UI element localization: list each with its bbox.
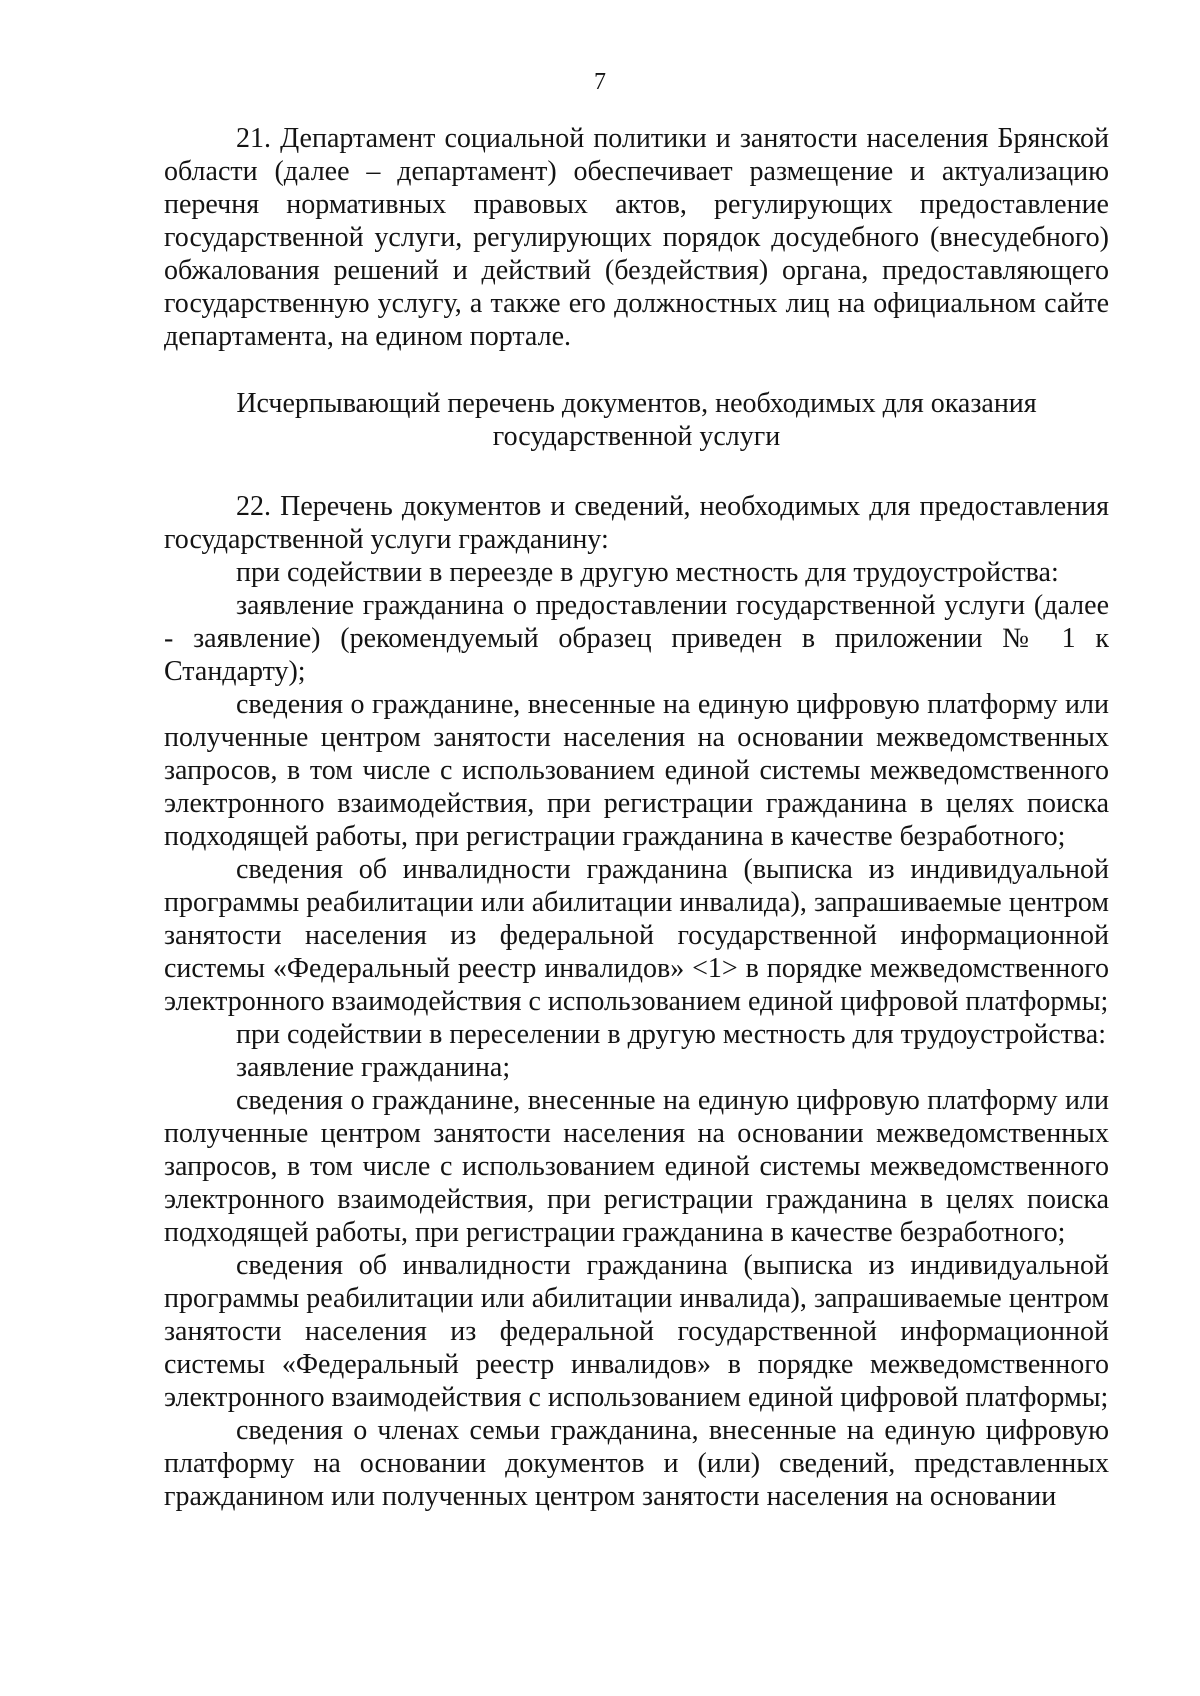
paragraph-resettlement: при содействии в переселении в другую местность для трудоустройства:	[236, 1019, 1106, 1050]
section-heading	[164, 387, 1109, 453]
document-body	[164, 122, 1109, 1513]
paragraph-application-short: заявление гражданина;	[236, 1052, 511, 1083]
paragraph-citizen-info-2: сведения о гражданине, внесенные на единую цифровую платформу или полученные центром занятости населения на основании межведомственных запросов, в том числе с использованием единой системы межведомственного электронного взаимодействия, при регистрации гражданина в целях поиска подходящей работы, при регистрации гражданина в качестве безработного;	[164, 1085, 1109, 1248]
paragraph-family-info: сведения о членах семьи гражданина, внесенные на единую цифровую платформу на основании документов и (или) сведений, представленных гражданином или полученных центром занятости населения на основании	[164, 1415, 1109, 1512]
section-heading-line-2: государственной услуги	[492, 421, 781, 452]
paragraph-21: 21. Департамент социальной политики и занятости населения Брянской области (далее – департамент) обеспечивает размещение и актуализацию перечня нормативных правовых актов, регулирующих предоставление государственной услуги, регулирующих порядок досудебного (внесудебного) обжалования решений и действий (бездействия) органа, предоставляющего государственную услугу, а также его должностных лиц на официальном сайте департамента, на едином портале.	[164, 123, 1109, 352]
paragraph-disability-info: сведения об инвалидности гражданина (выписка из индивидуальной программы реабилитации или абилитации инвалида), запрашиваемые центром занятости населения из федеральной государственной информационной системы «Федеральный реестр инвалидов» <1> в порядке межведомственного электронного взаимодействия с использованием единой цифровой платформы;	[164, 854, 1109, 1017]
paragraph-disability-info-2: сведения об инвалидности гражданина (выписка из индивидуальной программы реабилитации или абилитации инвалида), запрашиваемые центром занятости населения из федеральной государственной информационной системы «Федеральный реестр инвалидов» в порядке межведомственного электронного взаимодействия с использованием единой цифровой платформы;	[164, 1250, 1109, 1413]
paragraph-citizen-info: сведения о гражданине, внесенные на единую цифровую платформу или полученные центром занятости населения на основании межведомственных запросов, в том числе с использованием единой системы межведомственного электронного взаимодействия, при регистрации гражданина в целях поиска подходящей работы, при регистрации гражданина в качестве безработного;	[164, 689, 1109, 852]
section-heading-line-1: Исчерпывающий перечень документов, необходимых для оказания	[236, 388, 1037, 419]
page-number: 7	[594, 69, 606, 95]
paragraph-relocation-move: при содействии в переезде в другую местность для трудоустройства:	[236, 557, 1059, 588]
paragraph-application: заявление гражданина о предоставлении государственной услуги (далее - заявление) (рекомендуемый образец приведен в приложении № 1 к Стандарту);	[164, 590, 1109, 687]
paragraph-22-intro: 22. Перечень документов и сведений, необходимых для предоставления государственной услуги гражданину:	[164, 491, 1109, 555]
